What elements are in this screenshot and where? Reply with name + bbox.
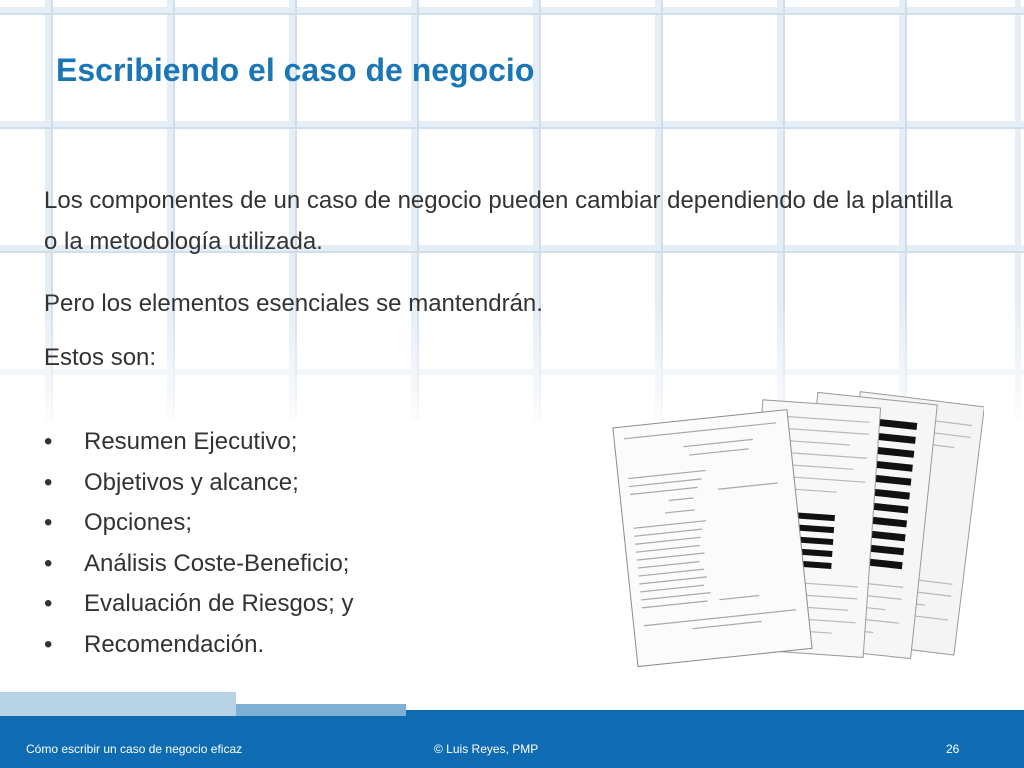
- list-item-label: Opciones;: [84, 509, 193, 536]
- list-item: [44, 584, 353, 625]
- components-list: [44, 422, 353, 665]
- list-item-label: Resumen Ejecutivo;: [84, 428, 298, 455]
- list-item: [44, 463, 353, 504]
- footer-copyright: © Luis Reyes, PMP: [434, 742, 539, 756]
- list-item: [44, 422, 353, 463]
- slide-title: Escribiendo el caso de negocio: [56, 52, 535, 88]
- bullet-icon: •: [44, 590, 53, 617]
- list-item: [44, 544, 353, 585]
- bullet-icon: •: [44, 509, 53, 536]
- bullet-icon: •: [44, 549, 53, 577]
- legal-documents-illustration: [604, 378, 984, 698]
- list-item: [44, 625, 353, 666]
- footer-page-number: 26: [946, 742, 960, 756]
- bullet-icon: •: [44, 468, 53, 496]
- bullet-icon: •: [44, 428, 53, 455]
- list-item-label: Objetivos y alcance;: [84, 468, 299, 496]
- list-item-label: Recomendación.: [84, 630, 265, 658]
- list-item-label: Evaluación de Riesgos; y: [84, 590, 354, 617]
- list-item: [44, 503, 353, 544]
- footer: [0, 716, 1024, 768]
- footer-presentation-title: Cómo escribir un caso de negocio eficaz: [26, 742, 243, 756]
- document-page-front: [613, 410, 812, 667]
- bullet-icon: •: [44, 630, 53, 658]
- list-item-label: Análisis Coste-Beneficio;: [84, 549, 350, 577]
